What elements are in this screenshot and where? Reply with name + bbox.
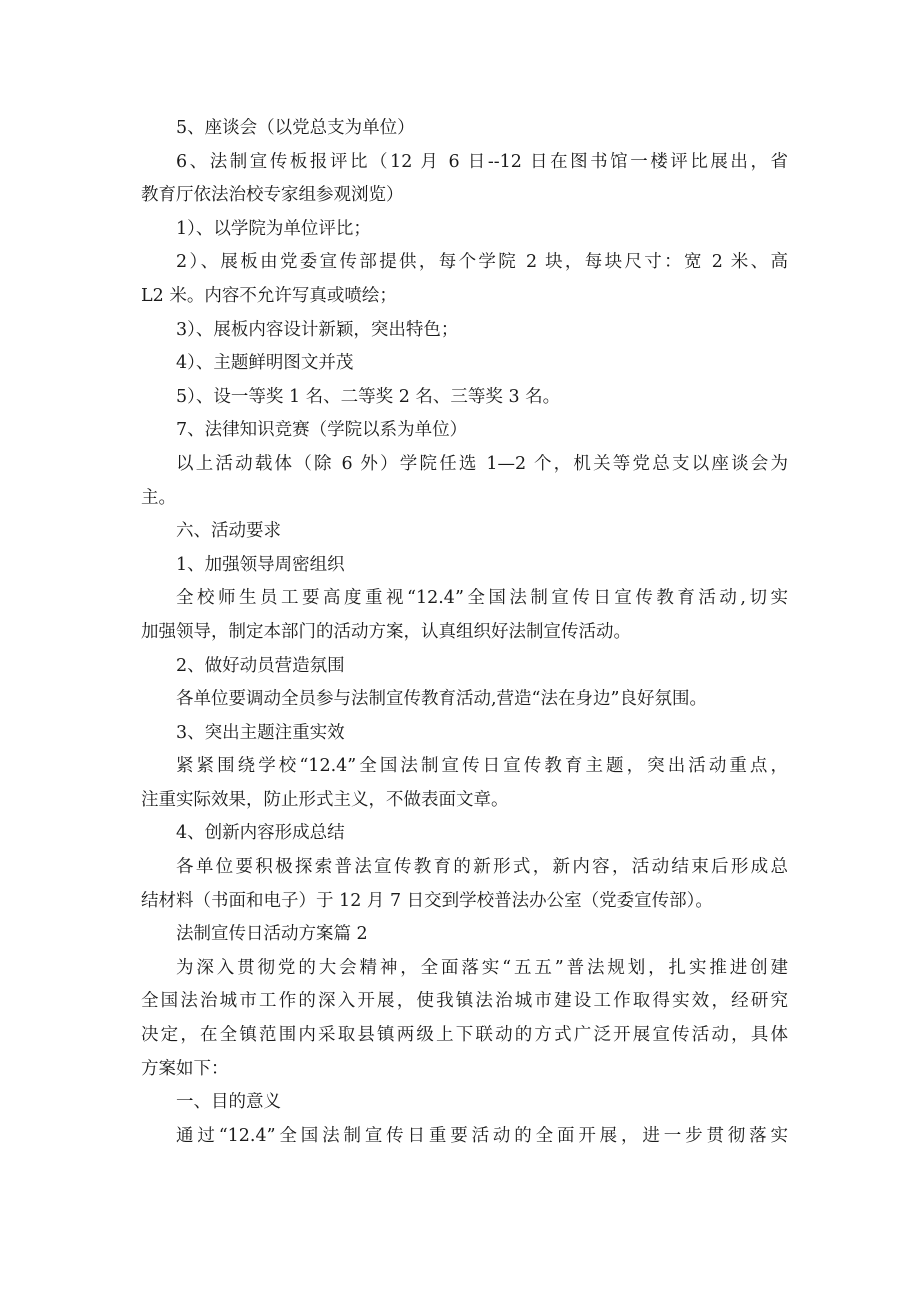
text-line: 紧紧围绕学校“12.4”全国法制宣传日宣传教育主题，突出活动重点， [176, 756, 788, 777]
text-line: 3、突出主题注重实效 [176, 722, 345, 743]
text-line: 以上活动载体（除 6 外）学院任选 1—2 个，机关等党总支以座谈会为 [176, 453, 788, 474]
text-line: 6、法制宣传板报评比（12 月 6 日--12 日在图书馆一楼评比展出，省 [176, 151, 788, 172]
text-line: 1）、以学院为单位评比； [176, 218, 371, 239]
text-line: 2）、展板由党委宣传部提供，每个学院 2 块，每块尺寸：宽 2 米、高 [176, 252, 788, 273]
text-line: 通过“12.4”全国法制宣传日重要活动的全面开展，进一步贯彻落实 [176, 1125, 788, 1146]
text-line: 全校师生员工要高度重视“12.4”全国法制宣传日宣传教育活动,切实 [176, 588, 788, 609]
text-line: 教育厅依法治校专家组参观浏览） [141, 185, 404, 206]
text-line: 7、法律知识竞赛（学院以系为单位） [176, 420, 468, 441]
text-line: 决定，在全镇范围内采取县镇两级上下联动的方式广泛开展宣传活动，具体 [141, 1025, 788, 1046]
text-line: 主。 [141, 487, 176, 508]
text-line: 六、活动要求 [176, 521, 281, 542]
text-line: 法制宣传日活动方案篇 2 [176, 924, 368, 945]
text-line: 2、做好动员营造氛围 [176, 655, 345, 676]
text-line: 5）、设一等奖 1 名、二等奖 2 名、三等奖 3 名。 [176, 386, 561, 407]
text-line: 为深入贯彻党的大会精神，全面落实“五五”普法规划，扎实推进创建 [176, 957, 788, 978]
text-line: 各单位要调动全员参与法制宣传教育活动,营造“法在身边”良好氛围。 [176, 689, 707, 710]
document-body [0, 112, 920, 1153]
text-line: 5、座谈会（以党总支为单位） [176, 118, 415, 138]
text-line: 3）、展板内容设计新颖，突出特色； [176, 319, 459, 340]
text-line: 一、目的意义 [176, 1092, 281, 1113]
text-line: 注重实际效果，防止形式主义，不做表面文章。 [141, 789, 509, 810]
text-line: 各单位要积极探索普法宣传教育的新形式，新内容，活动结束后形成总 [176, 857, 788, 878]
text-line: 1、加强领导周密组织 [176, 554, 345, 575]
text-line: 4、创新内容形成总结 [176, 823, 345, 844]
text-line: 4）、主题鲜明图文并茂 [176, 353, 354, 374]
text-line: 加强领导，制定本部门的活动方案，认真组织好法制宣传活动。 [141, 621, 631, 642]
text-line: 全国法治城市工作的深入开展，使我镇法治城市建设工作取得实效，经研究 [141, 991, 788, 1012]
text-line: L2 米。内容不允许写真或喷绘； [141, 285, 397, 306]
text-line: 结材料（书面和电子）于 12 月 7 日交到学校普法办公室（党委宣传部）。 [141, 890, 713, 911]
text-line: 方案如下： [141, 1058, 229, 1079]
